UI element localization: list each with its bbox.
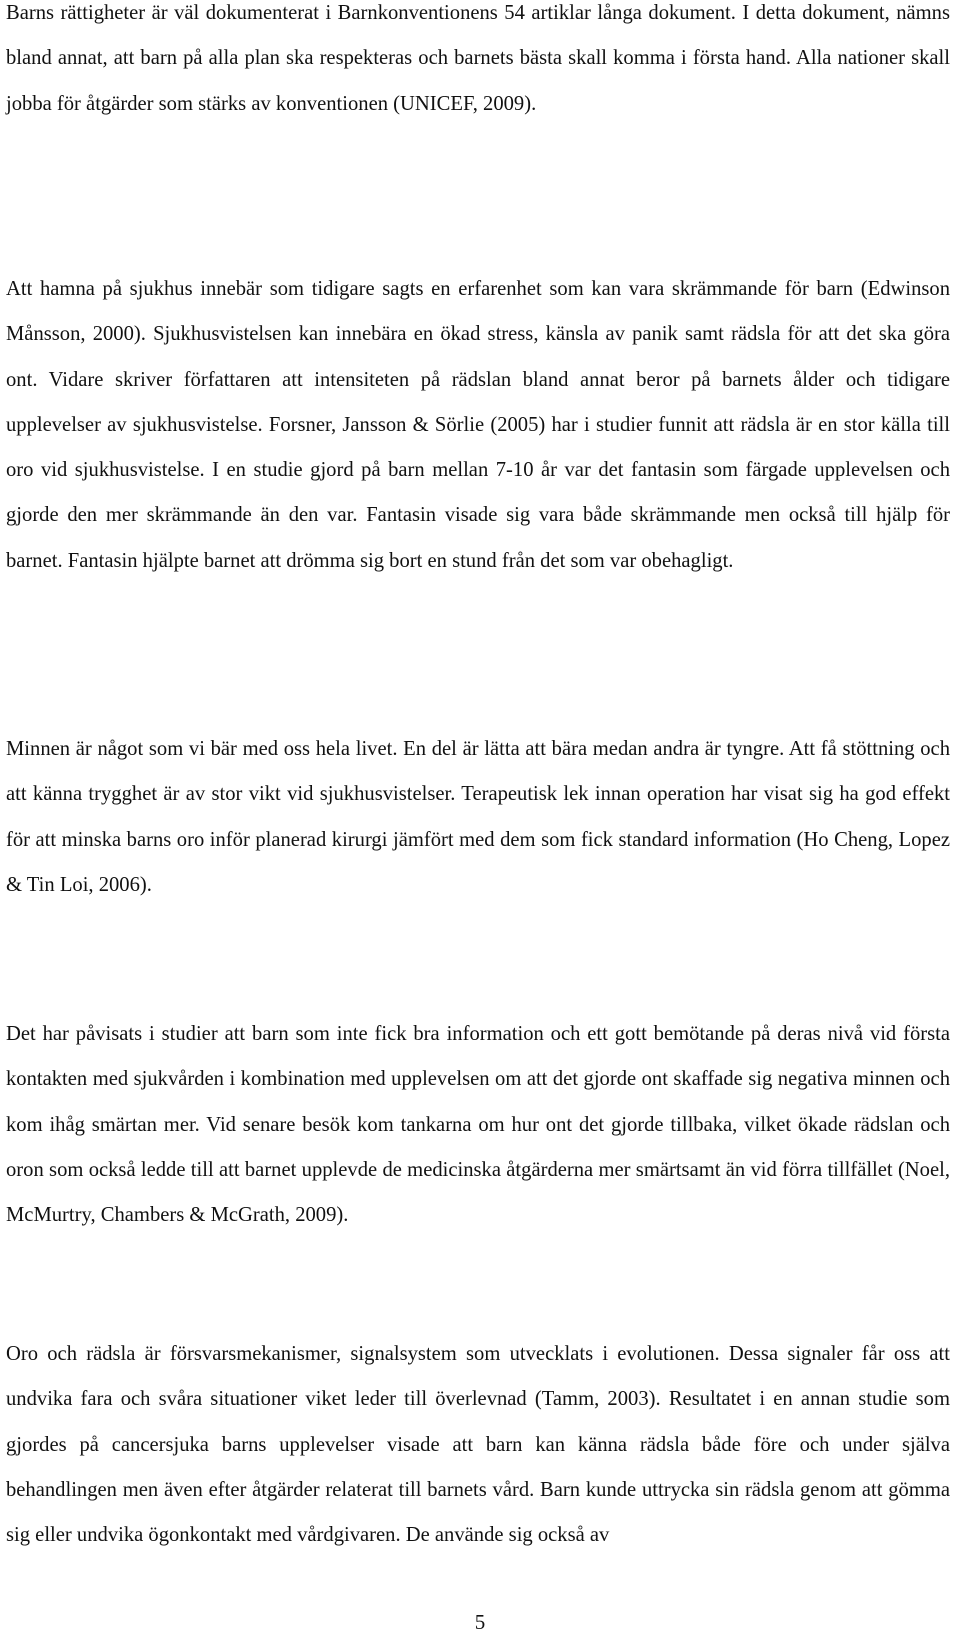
paragraph-childrens-rights: Barns rättigheter är väl dokumenterat i Barnkonventionens 54 artiklar långa dokument. I detta dokument, nämns bland annat, att barn på alla plan ska respekteras och barnets bästa skall komma i första hand. Alla nationer skall jobba för åtgärder som stärks av konventionen (UNICEF, 2009). xyxy=(6,2,950,115)
page-number: 5 xyxy=(474,1610,486,1634)
paragraph-hospital-fear: Att hamna på sjukhus innebär som tidigare sagts en erfarenhet som kan vara skrämmande för barn (Edwinson Månsson, 2000). Sjukhusvistelsen kan innebära en ökad stress, känsla av panik samt rädsla för att det ska göra ont. Vidare skriver författaren att intensiteten på rädslan bland annat beror på barnets ålder och tidigare upplevelser av sjukhusvistelse. Forsner, Jansson & Sörlie (2005) har i studier funnit att rädsla är en stor källa till oro vid sjukhusvistelse. I en studie gjord på barn mellan 7-10 år var det fantasin som färgade upplevelsen och gjorde den mer skrämmande än den var. Fantasin visade sig vara både skrämmande men också till hjälp för barnet. Fantasin hjälpte barnet att drömma sig bort en stund från det som var obehagligt. xyxy=(6,278,950,572)
paragraph-defense-mechanisms: Oro och rädsla är försvarsmekanismer, signalsystem som utvecklats i evolutionen. Dessa signaler får oss att undvika fara och svåra situationer viket leder till överlevnad (Tamm, 2003). Resultatet i en annan studie som gjordes på cancersjuka barns upplevelser visade att barn kan känna rädsla både före och under själva behandlingen men även efter åtgärder relaterat till barnets vård. Barn kunde uttrycka sin rädsla genom att gömma sig eller undvika ögonkontakt med vårdgivaren. De använde sig också av xyxy=(6,1343,950,1547)
paragraph-memories: Minnen är något som vi bär med oss hela livet. En del är lätta att bära medan andra är tyngre. Att få stöttning och att känna trygghet är av stor vikt vid sjukhusvistelser. Terapeutisk lek innan operation har visat sig ha god effekt för att minska barns oro inför planerad kirurgi jämfört med dem som fick standard information (Ho Cheng, Lopez & Tin Loi, 2006). xyxy=(6,738,950,896)
paragraph-negative-memories: Det har påvisats i studier att barn som inte fick bra information och ett gott bemötande på deras nivå vid första kontakten med sjukvården i kombination med upplevelsen om att det gjorde ont skaffade sig negativa minnen och kom ihåg smärtan mer. Vid senare besök kom tankarna om hur ont det gjorde tillbaka, vilket ökade rädslan och oron som också ledde till att barnet upplevde de medicinska åtgärderna mer smärtsamt än vid förra tillfället (Noel, McMurtry, Chambers & McGrath, 2009). xyxy=(6,1023,950,1227)
